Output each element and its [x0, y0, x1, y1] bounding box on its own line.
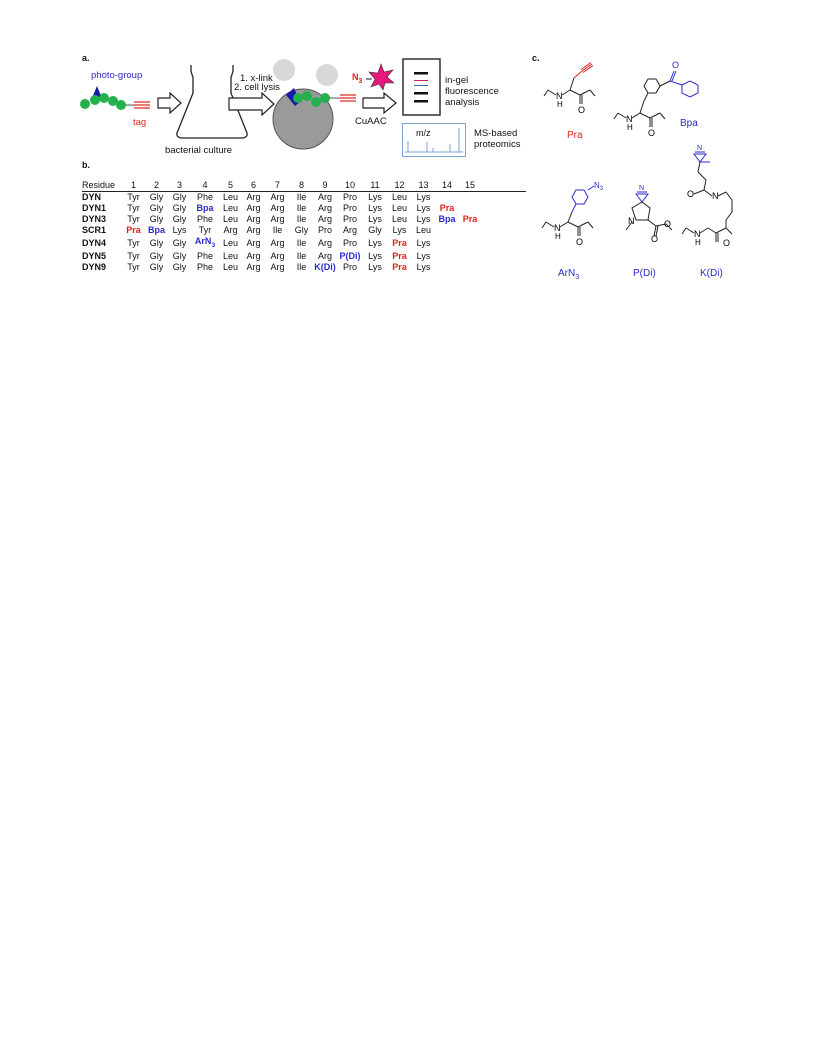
residue-cell: Phe	[196, 262, 213, 273]
residue-cell: Lys	[392, 224, 407, 235]
gel-icon	[402, 58, 442, 118]
table-row	[82, 251, 481, 262]
residue-cell: Arg	[246, 237, 261, 248]
residue-cell: Arg	[246, 262, 261, 273]
atom-o: O	[576, 237, 584, 247]
residue-cell	[459, 251, 481, 262]
pra-structure	[540, 60, 612, 130]
residue-cell: Lys	[368, 251, 382, 262]
kdi-structure	[678, 140, 744, 250]
header-position: 2	[145, 180, 168, 191]
residue-cell: Leu	[222, 262, 239, 273]
residue-bead	[311, 97, 321, 107]
residue-cell: Pra	[462, 213, 478, 224]
residue-cell: Pro	[342, 237, 357, 248]
residue-cell: Pro	[317, 224, 332, 235]
alkyne-tag	[134, 102, 150, 108]
residue-cell	[435, 251, 459, 262]
peptide-name: DYN1	[82, 202, 107, 213]
residue-cell: Lys	[368, 202, 382, 213]
table-row	[82, 236, 481, 252]
bpa-label: Bpa	[680, 118, 698, 129]
table-row	[82, 214, 481, 225]
residue-cell	[459, 236, 481, 252]
panel-label-a: a.	[82, 53, 90, 63]
atom-o: O	[672, 60, 680, 70]
residue-cell	[459, 203, 481, 214]
residue-cell: Arg	[342, 224, 357, 235]
pra-label: Pra	[567, 130, 583, 141]
residue-cell	[459, 225, 481, 236]
residue-cell: Phe	[196, 251, 213, 262]
residue-cell: Arg	[317, 237, 332, 248]
residue-cell: Lys	[368, 262, 382, 273]
peptide-name: DYN3	[82, 213, 107, 224]
hollow-arrow-icon	[362, 92, 398, 114]
table-row	[82, 225, 481, 236]
residue-cell: Arg	[317, 202, 332, 213]
header-position: 6	[242, 180, 265, 191]
fluorophore-star-icon	[366, 63, 396, 91]
residue-cell	[459, 262, 481, 273]
bacterial-culture-label: bacterial culture	[165, 145, 233, 156]
residue-bead	[320, 93, 330, 103]
small-protein-sphere	[316, 64, 338, 86]
header-position: 13	[412, 180, 435, 191]
residue-cell	[435, 236, 459, 252]
residue-cell: Lys	[368, 237, 382, 248]
header-position: 11	[363, 180, 387, 191]
residue-cell: Arg	[270, 191, 285, 202]
residue-cell: ArN$_3$	[194, 235, 216, 249]
residue-cell: Gly	[172, 237, 187, 248]
panel-label-b: b.	[82, 160, 90, 170]
residue-cell	[459, 191, 481, 202]
residue-cell: P(Di)	[339, 251, 361, 262]
arn3-structure	[538, 180, 618, 250]
pdi-structure	[618, 180, 680, 242]
residue-cell: Pro	[342, 262, 357, 273]
residue-cell: Ile	[296, 191, 307, 202]
residue-cell: Tyr	[198, 224, 212, 235]
residue-cell: Tyr	[127, 262, 140, 273]
residue-cell: Arg	[223, 224, 238, 235]
residue-cell: Pra	[126, 224, 141, 235]
atom-n: N	[556, 91, 563, 101]
header-position: 5	[219, 180, 242, 191]
peptide-name: DYN5	[82, 251, 107, 262]
residue-cell: Tyr	[127, 191, 140, 202]
residue-bead	[116, 100, 126, 110]
residue-cell: Pra	[439, 202, 455, 213]
residue-cell: Leu	[391, 191, 408, 202]
residue-cell: Leu	[222, 251, 239, 262]
residue-cell: Ile	[296, 213, 307, 224]
residue-cell: Ile	[296, 202, 307, 213]
mz-label: m/z	[416, 128, 431, 138]
residue-cell: Lys	[368, 213, 382, 224]
residue-cell: Gly	[172, 191, 187, 202]
residue-cell: Gly	[149, 251, 164, 262]
residue-cell: Arg	[317, 213, 332, 224]
header-position: 15	[459, 180, 481, 191]
residue-cell: Lys	[416, 262, 431, 273]
residue-bead	[99, 93, 109, 103]
residue-cell: Leu	[415, 224, 432, 235]
bpa-structure	[610, 55, 720, 145]
table-header-rule	[82, 191, 526, 192]
residue-cell: Tyr	[127, 237, 140, 248]
residue-cell: Bpa	[438, 213, 456, 224]
residue-bead	[80, 99, 90, 109]
residue-cell: Ile	[296, 251, 307, 262]
arn3-label: ArN$_3$	[558, 268, 580, 281]
residue-cell	[435, 225, 459, 236]
residue-cell: Leu	[222, 202, 239, 213]
pdi-label: P(Di)	[633, 268, 656, 279]
atom-o: O	[687, 189, 695, 199]
residue-cell: Arg	[270, 251, 285, 262]
residue-cell: Pra	[392, 262, 407, 273]
residue-cell: Arg	[246, 191, 261, 202]
atom-h: H	[557, 100, 563, 109]
residue-cell: Gly	[172, 251, 187, 262]
residue-cell: Arg	[246, 202, 261, 213]
table-row	[82, 191, 481, 202]
residue-cell: Leu	[222, 213, 239, 224]
residue-cell: Gly	[149, 191, 164, 202]
gel-analysis-label: in-gel fluorescence analysis	[445, 75, 499, 108]
residue-cell: Gly	[149, 213, 164, 224]
table-row	[82, 262, 481, 273]
residue-cell: Arg	[317, 251, 332, 262]
residue-cell: Gly	[368, 224, 382, 235]
peptide-name: DYN4	[82, 237, 107, 248]
peptide-probe-graphic	[78, 82, 158, 122]
step-lysis-label: 2. cell lysis	[234, 82, 280, 93]
azide-label: $N_3$	[352, 72, 363, 85]
residue-cell: Ile	[296, 237, 307, 248]
atom-n: N	[694, 229, 701, 239]
header-residue: Residue	[82, 180, 122, 191]
alkyne-tag	[340, 95, 356, 101]
residue-cell: Leu	[222, 191, 239, 202]
residue-cell: Arg	[246, 251, 261, 262]
residue-cell: Lys	[416, 213, 431, 224]
atom-n: N	[639, 185, 645, 192]
residue-cell: Lys	[416, 191, 431, 202]
photo-group-label: photo-group	[91, 70, 143, 81]
residue-cell: Phe	[196, 213, 213, 224]
residue-cell: K(Di)	[314, 262, 336, 273]
residue-cell	[435, 191, 459, 202]
atom-o: O	[723, 238, 731, 248]
small-protein-sphere	[273, 59, 295, 81]
residue-cell: Lys	[416, 237, 431, 248]
residue-cell: Gly	[149, 262, 164, 273]
residue-cell: Pro	[342, 202, 357, 213]
table-header-row	[82, 180, 481, 191]
header-position: 1	[122, 180, 145, 191]
header-position: 10	[337, 180, 363, 191]
atom-o: O	[578, 105, 586, 115]
residue-bead	[293, 93, 303, 103]
residue-cell: Pro	[342, 191, 357, 202]
residue-cell: Gly	[172, 202, 187, 213]
residue-cell: Lys	[416, 251, 431, 262]
residue-cell: Pra	[392, 251, 407, 262]
peptide-name: SCR1	[82, 224, 107, 235]
residue-cell: Pro	[342, 213, 357, 224]
header-position: 9	[313, 180, 337, 191]
peptide-name: DYN	[82, 191, 102, 202]
atom-n: N	[628, 216, 635, 226]
residue-cell: Gly	[172, 262, 187, 273]
residue-cell: Bpa	[196, 202, 214, 213]
residue-cell: Gly	[149, 237, 164, 248]
atom-azide: N	[594, 181, 600, 190]
ms-peaks	[403, 124, 465, 156]
residue-cell: Gly	[149, 202, 164, 213]
residue-cell: Pra	[392, 237, 407, 248]
panel-label-c: c.	[532, 53, 540, 63]
header-position: 7	[265, 180, 290, 191]
residue-cell: Leu	[222, 237, 239, 248]
residue-cell: Gly	[294, 224, 309, 235]
residue-cell: Tyr	[127, 213, 140, 224]
residue-cell: Arg	[317, 191, 332, 202]
header-position: 4	[191, 180, 219, 191]
header-position: 12	[387, 180, 412, 191]
kdi-label: K(Di)	[700, 268, 723, 279]
residue-cell: Arg	[270, 262, 285, 273]
ms-spectrum-box	[402, 123, 466, 157]
residue-cell: Phe	[196, 191, 213, 202]
atom-o: O	[664, 219, 672, 229]
atom-o: O	[648, 128, 656, 138]
residue-cell: Tyr	[127, 251, 140, 262]
residue-cell: Ile	[272, 224, 283, 235]
header-position: 3	[168, 180, 191, 191]
cuaac-label: CuAAC	[355, 116, 387, 127]
residue-cell	[435, 262, 459, 273]
residue-cell: Gly	[172, 213, 187, 224]
atom-n: N	[626, 114, 633, 124]
residue-cell: Arg	[246, 224, 261, 235]
header-position: 14	[435, 180, 459, 191]
peptide-name: DYN9	[82, 262, 107, 273]
svg-text:N3: $N_3$	[594, 181, 604, 192]
ms-proteomics-label: MS-based proteomics	[474, 128, 521, 150]
atom-n: N	[554, 223, 561, 233]
residue-cell: Arg	[246, 213, 261, 224]
residue-table	[82, 180, 481, 273]
residue-bead	[302, 91, 312, 101]
atom-o: O	[651, 234, 659, 242]
atom-h: H	[627, 123, 633, 132]
atom-n: N	[697, 145, 703, 152]
residue-cell: Lys	[416, 202, 431, 213]
atom-n: N	[712, 191, 719, 201]
table-row	[82, 203, 481, 214]
atom-h: H	[555, 232, 561, 241]
tag-label: tag	[133, 117, 147, 128]
residue-bead	[90, 95, 100, 105]
residue-cell: Arg	[270, 237, 285, 248]
residue-cell: Leu	[391, 213, 408, 224]
header-position: 8	[290, 180, 313, 191]
residue-cell: Ile	[296, 262, 307, 273]
residue-cell: Arg	[270, 202, 285, 213]
residue-cell: Arg	[270, 213, 285, 224]
residue-cell: Leu	[391, 202, 408, 213]
step-xlink-label: 1. x-link	[240, 73, 273, 84]
residue-cell: Lys	[172, 224, 187, 235]
residue-cell: Lys	[368, 191, 382, 202]
residue-cell: Tyr	[127, 202, 140, 213]
residue-cell: Bpa	[147, 224, 165, 235]
atom-h: H	[695, 238, 701, 247]
